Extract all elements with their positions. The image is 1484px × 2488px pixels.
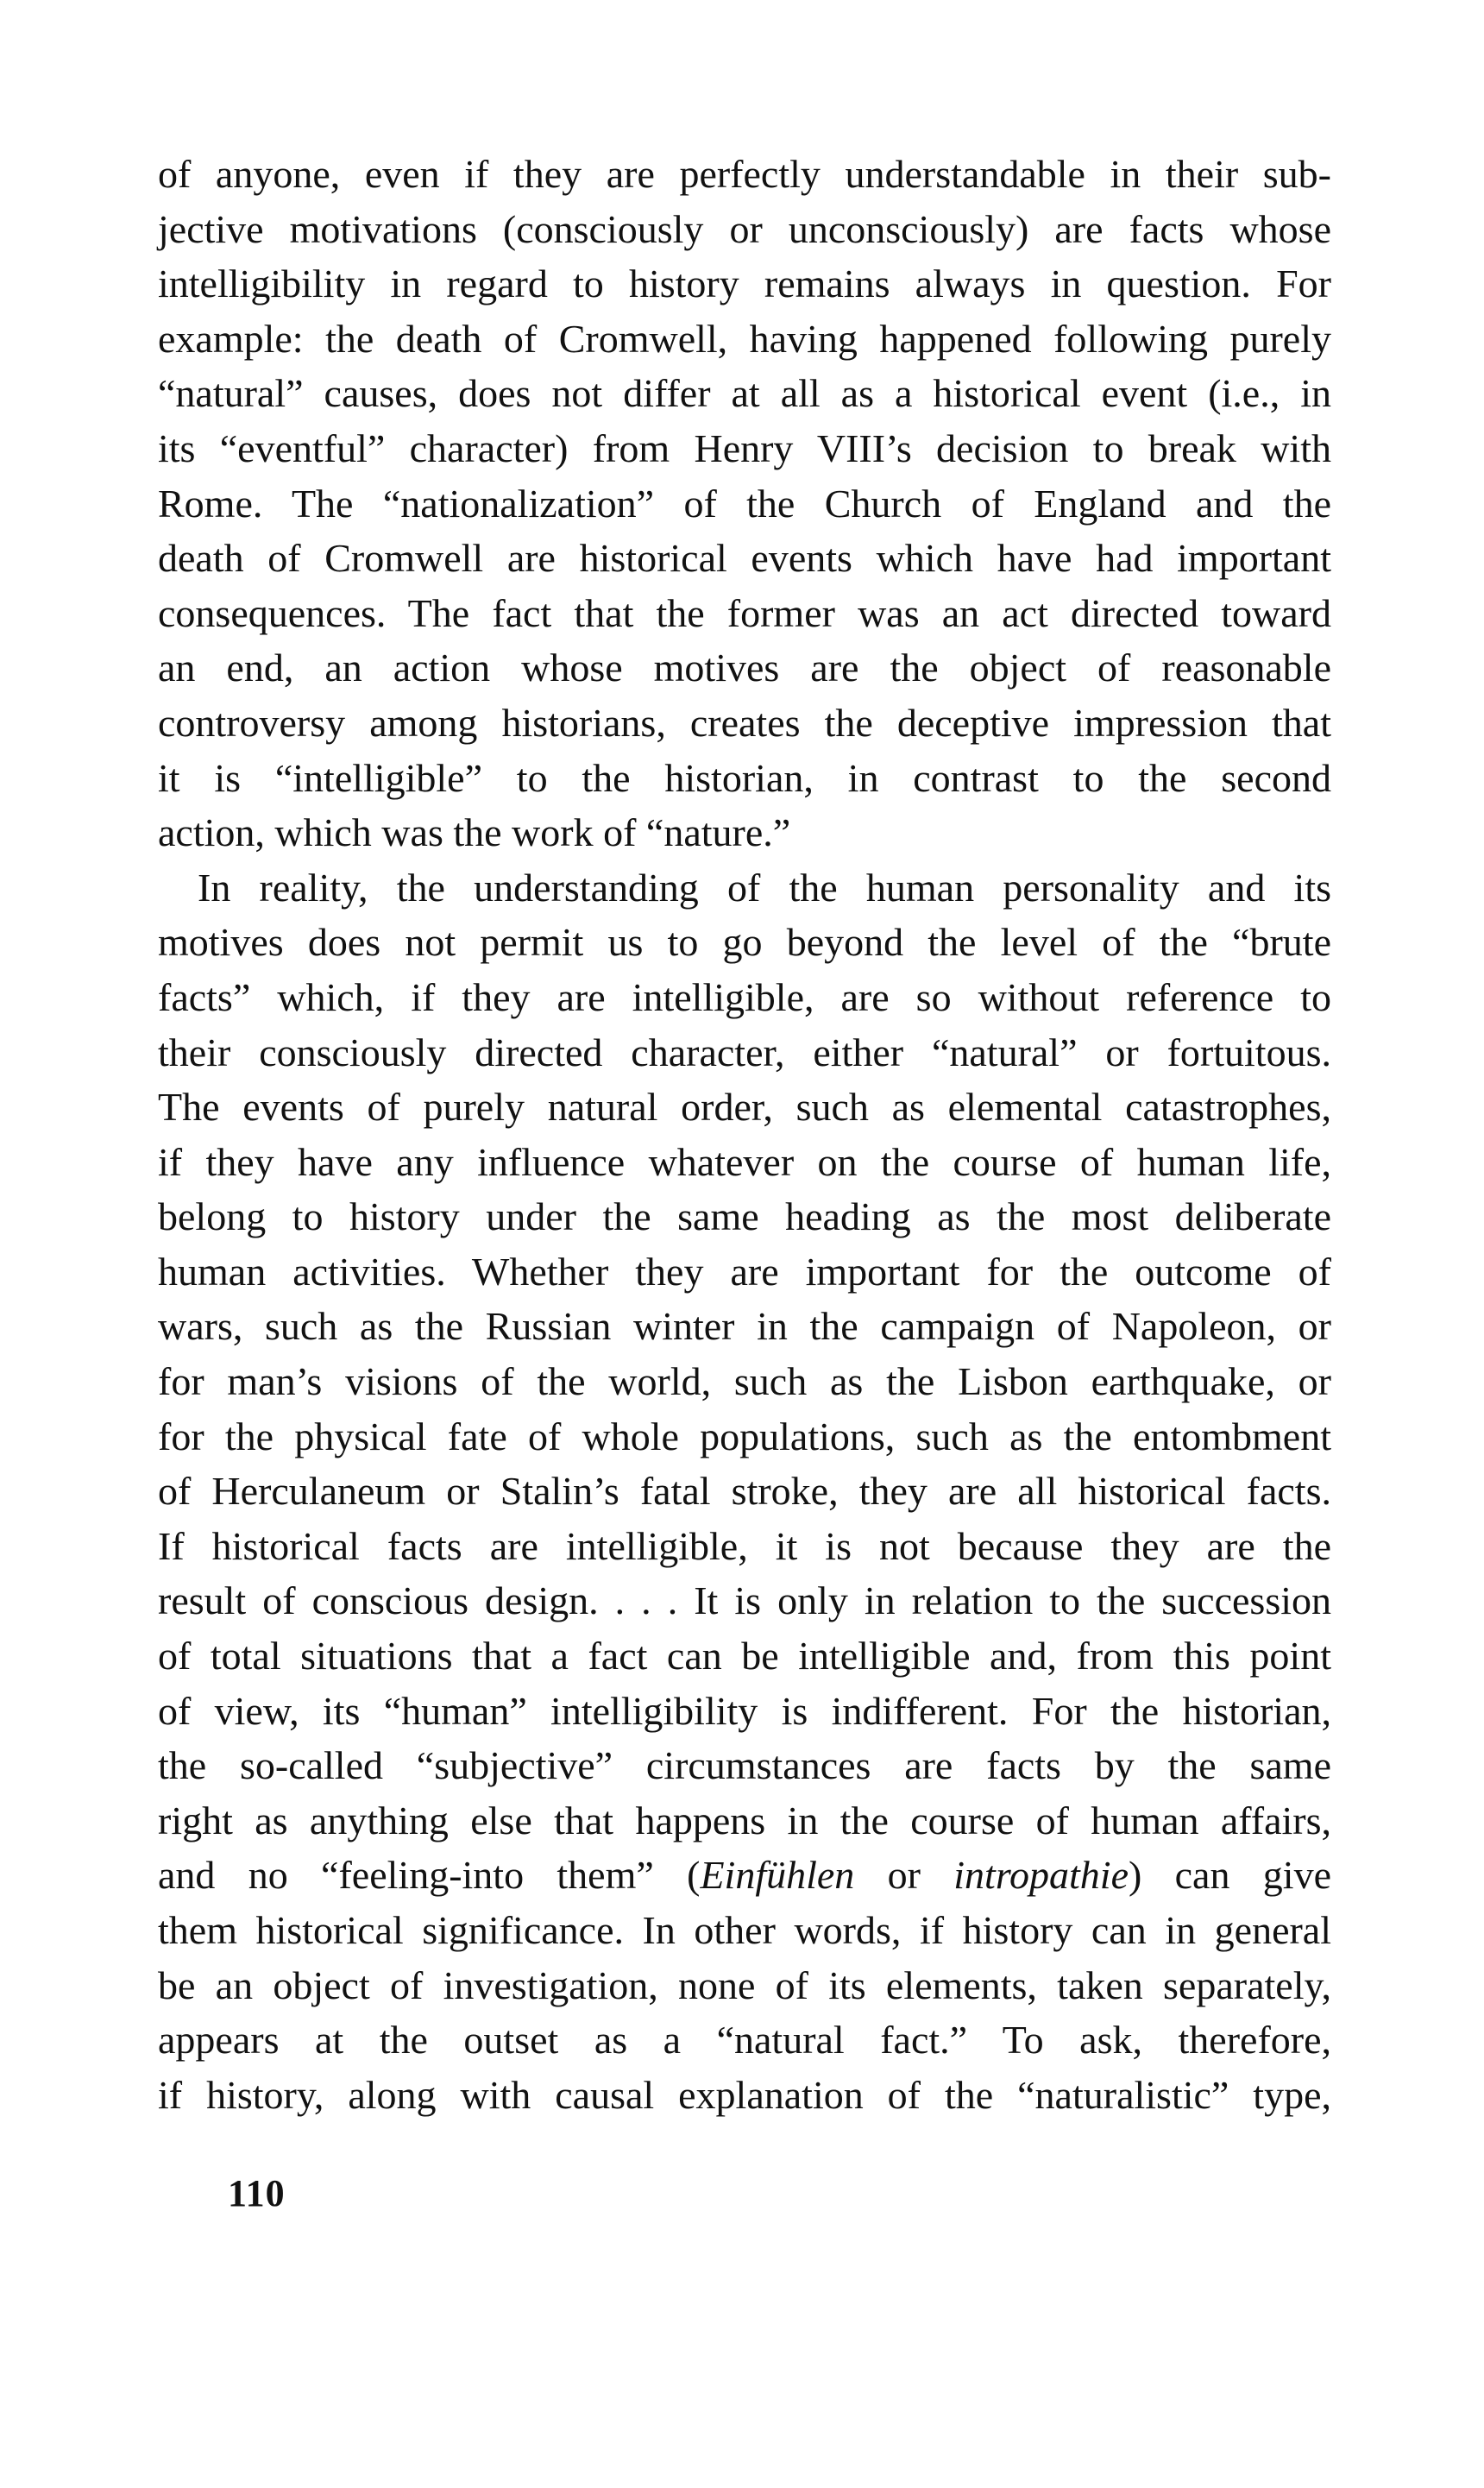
paragraph-start-line: In reality, the understanding of the human personality and its (198, 865, 1331, 910)
text-line: “natural” causes, does not differ at all as a historical event (i.e., in (158, 371, 1331, 416)
text-line: result of conscious design. . . . It is only in relation to the succession (158, 1578, 1331, 1623)
text-line: appears at the outset as a “natural fact.” To ask, therefore, (158, 2018, 1331, 2063)
text-line: of view, its “human” intelligibility is indifferent. For the historian, (158, 1688, 1331, 1733)
text-line: of Herculaneum or Stalin’s fatal stroke, they are all historical facts. (158, 1469, 1331, 1514)
text-segment: ) can give (1129, 1853, 1331, 1898)
text-line: Rome. The “nationalization” of the Church of England and the (158, 481, 1331, 526)
text-line: action, which was the work of “nature.” (158, 810, 791, 855)
text-line: them historical significance. In other words, if history can in general (158, 1908, 1331, 1952)
text-line: for the physical fate of whole populations, such as the entombment (158, 1414, 1331, 1458)
text-line: motives does not permit us to go beyond the level of the “brute (158, 920, 1331, 965)
text-line: controversy among historians, creates the deceptive impression that (158, 700, 1331, 745)
text-line: be an object of investigation, none of its elements, taken separately, (158, 1962, 1331, 2007)
text-line: of total situations that a fact can be intelligible and, from this point (158, 1634, 1331, 1679)
page-number: 110 (228, 2172, 286, 2214)
text-line: consequences. The fact that the former was an act directed toward (158, 590, 1331, 635)
text-line: example: the death of Cromwell, having happened following purely (158, 316, 1331, 361)
text-line: their consciously directed character, either “natural” or fortuitous. (158, 1030, 1331, 1074)
text-line: jective motivations (consciously or unconsciously) are facts whose (158, 206, 1331, 251)
text-line: facts” which, if they are intelligible, are so without reference to (158, 974, 1331, 1019)
text-line-with-italics (158, 1848, 1331, 1903)
text-line: human activities. Whether they are important for the outcome of (158, 1249, 1331, 1294)
text-line: death of Cromwell are historical events which have had important (158, 536, 1331, 581)
text-line: If historical facts are intelligible, it is not because they are the (158, 1523, 1331, 1568)
body-text (158, 147, 1331, 2122)
text-line: for man’s visions of the world, such as the Lisbon earthquake, or (158, 1359, 1331, 1404)
text-line: the so-called “subjective” circumstances are facts by the same (158, 1743, 1331, 1788)
text-segment: or (854, 1853, 954, 1898)
italic-term-intropathie: intropathie (953, 1853, 1129, 1898)
text-line: if they have any influence whatever on the course of human life, (158, 1139, 1331, 1184)
text-line: intelligibility in regard to history remains always in question. For (158, 261, 1331, 306)
text-line: an end, an action whose motives are the object of reasonable (158, 646, 1331, 690)
text-line: if history, along with causal explanation of the “naturalistic” type, (158, 2072, 1331, 2117)
text-line: wars, such as the Russian winter in the campaign of Napoleon, or (158, 1304, 1331, 1349)
text-segment: and no “feeling-into them” ( (158, 1853, 701, 1898)
text-line: The events of purely natural order, such as elemental catastrophes, (158, 1085, 1331, 1130)
text-line: belong to history under the same heading as the most deliberate (158, 1194, 1331, 1239)
text-line: it is “intelligible” to the historian, in contrast to the second (158, 755, 1331, 800)
italic-term-einfuhlen: Einfühlen (700, 1853, 855, 1898)
text-line: of anyone, even if they are perfectly understandable in their sub- (158, 152, 1331, 196)
text-line: its “eventful” character) from Henry VIII’s decision to break with (158, 425, 1331, 470)
text-line: right as anything else that happens in the course of human affairs, (158, 1798, 1331, 1842)
